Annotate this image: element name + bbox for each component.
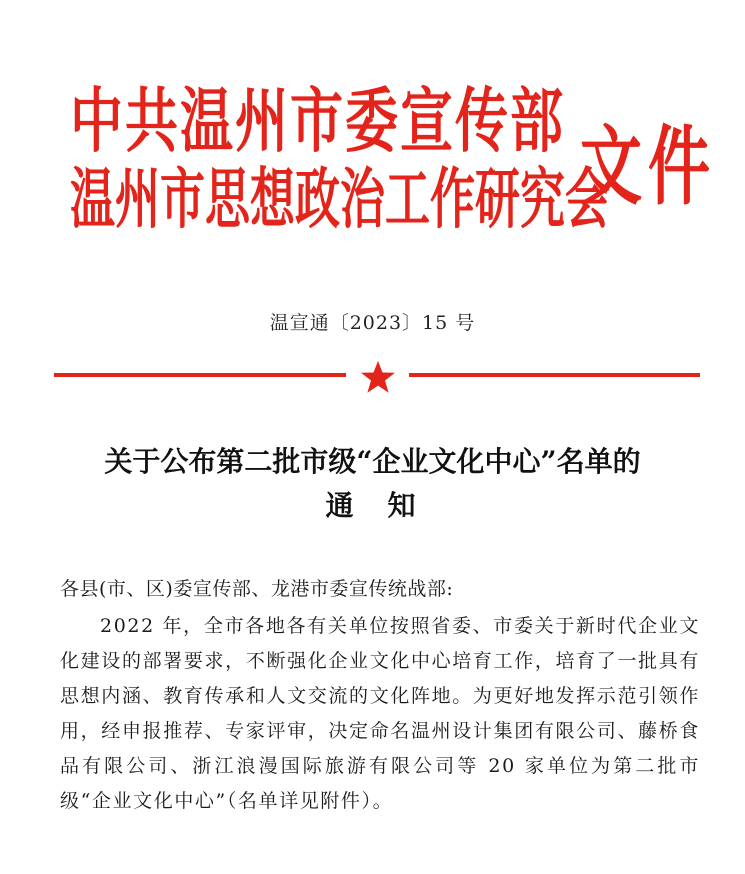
document-title [0,440,745,528]
divider-line-left [54,373,346,377]
document-type-label: 文件 [580,115,717,217]
body-paragraph: 2022 年，全市各地各有关单位按照省委、市委关于新时代企业文化建设的部署要求，不断强化企业文化中心培育工作，培育了一批具有思想内涵、教育传承和人文交流的文化阵地。为更好地发挥示范引领作用，经申报推荐、专家评审，决定命名温州设计集团有限公司、藤桥食品有限公司、浙江浪漫国际旅游有限公司等 20 家单位为第二批市级“企业文化中心”（名单详见附件）。 [60,615,700,812]
title-line-1: 关于公布第二批市级“企业文化中心”名单的 [104,445,641,478]
issuer-name-line-2: 温州市思想政治工作研究会 [70,160,611,238]
red-header-masthead [70,58,717,238]
document-number: 温宣通〔2023〕15 号 [269,312,476,334]
title-line-2: 通知 [325,489,450,522]
salutation: 各县(市、区)委宣传部、龙港市委宣传统战部: [60,578,454,600]
red-divider [54,362,700,392]
document-body [60,572,700,819]
divider-line-right [409,373,700,377]
star-icon [359,360,397,394]
issuer-name-line-1: 中共温州市委宣传部 [70,81,565,163]
